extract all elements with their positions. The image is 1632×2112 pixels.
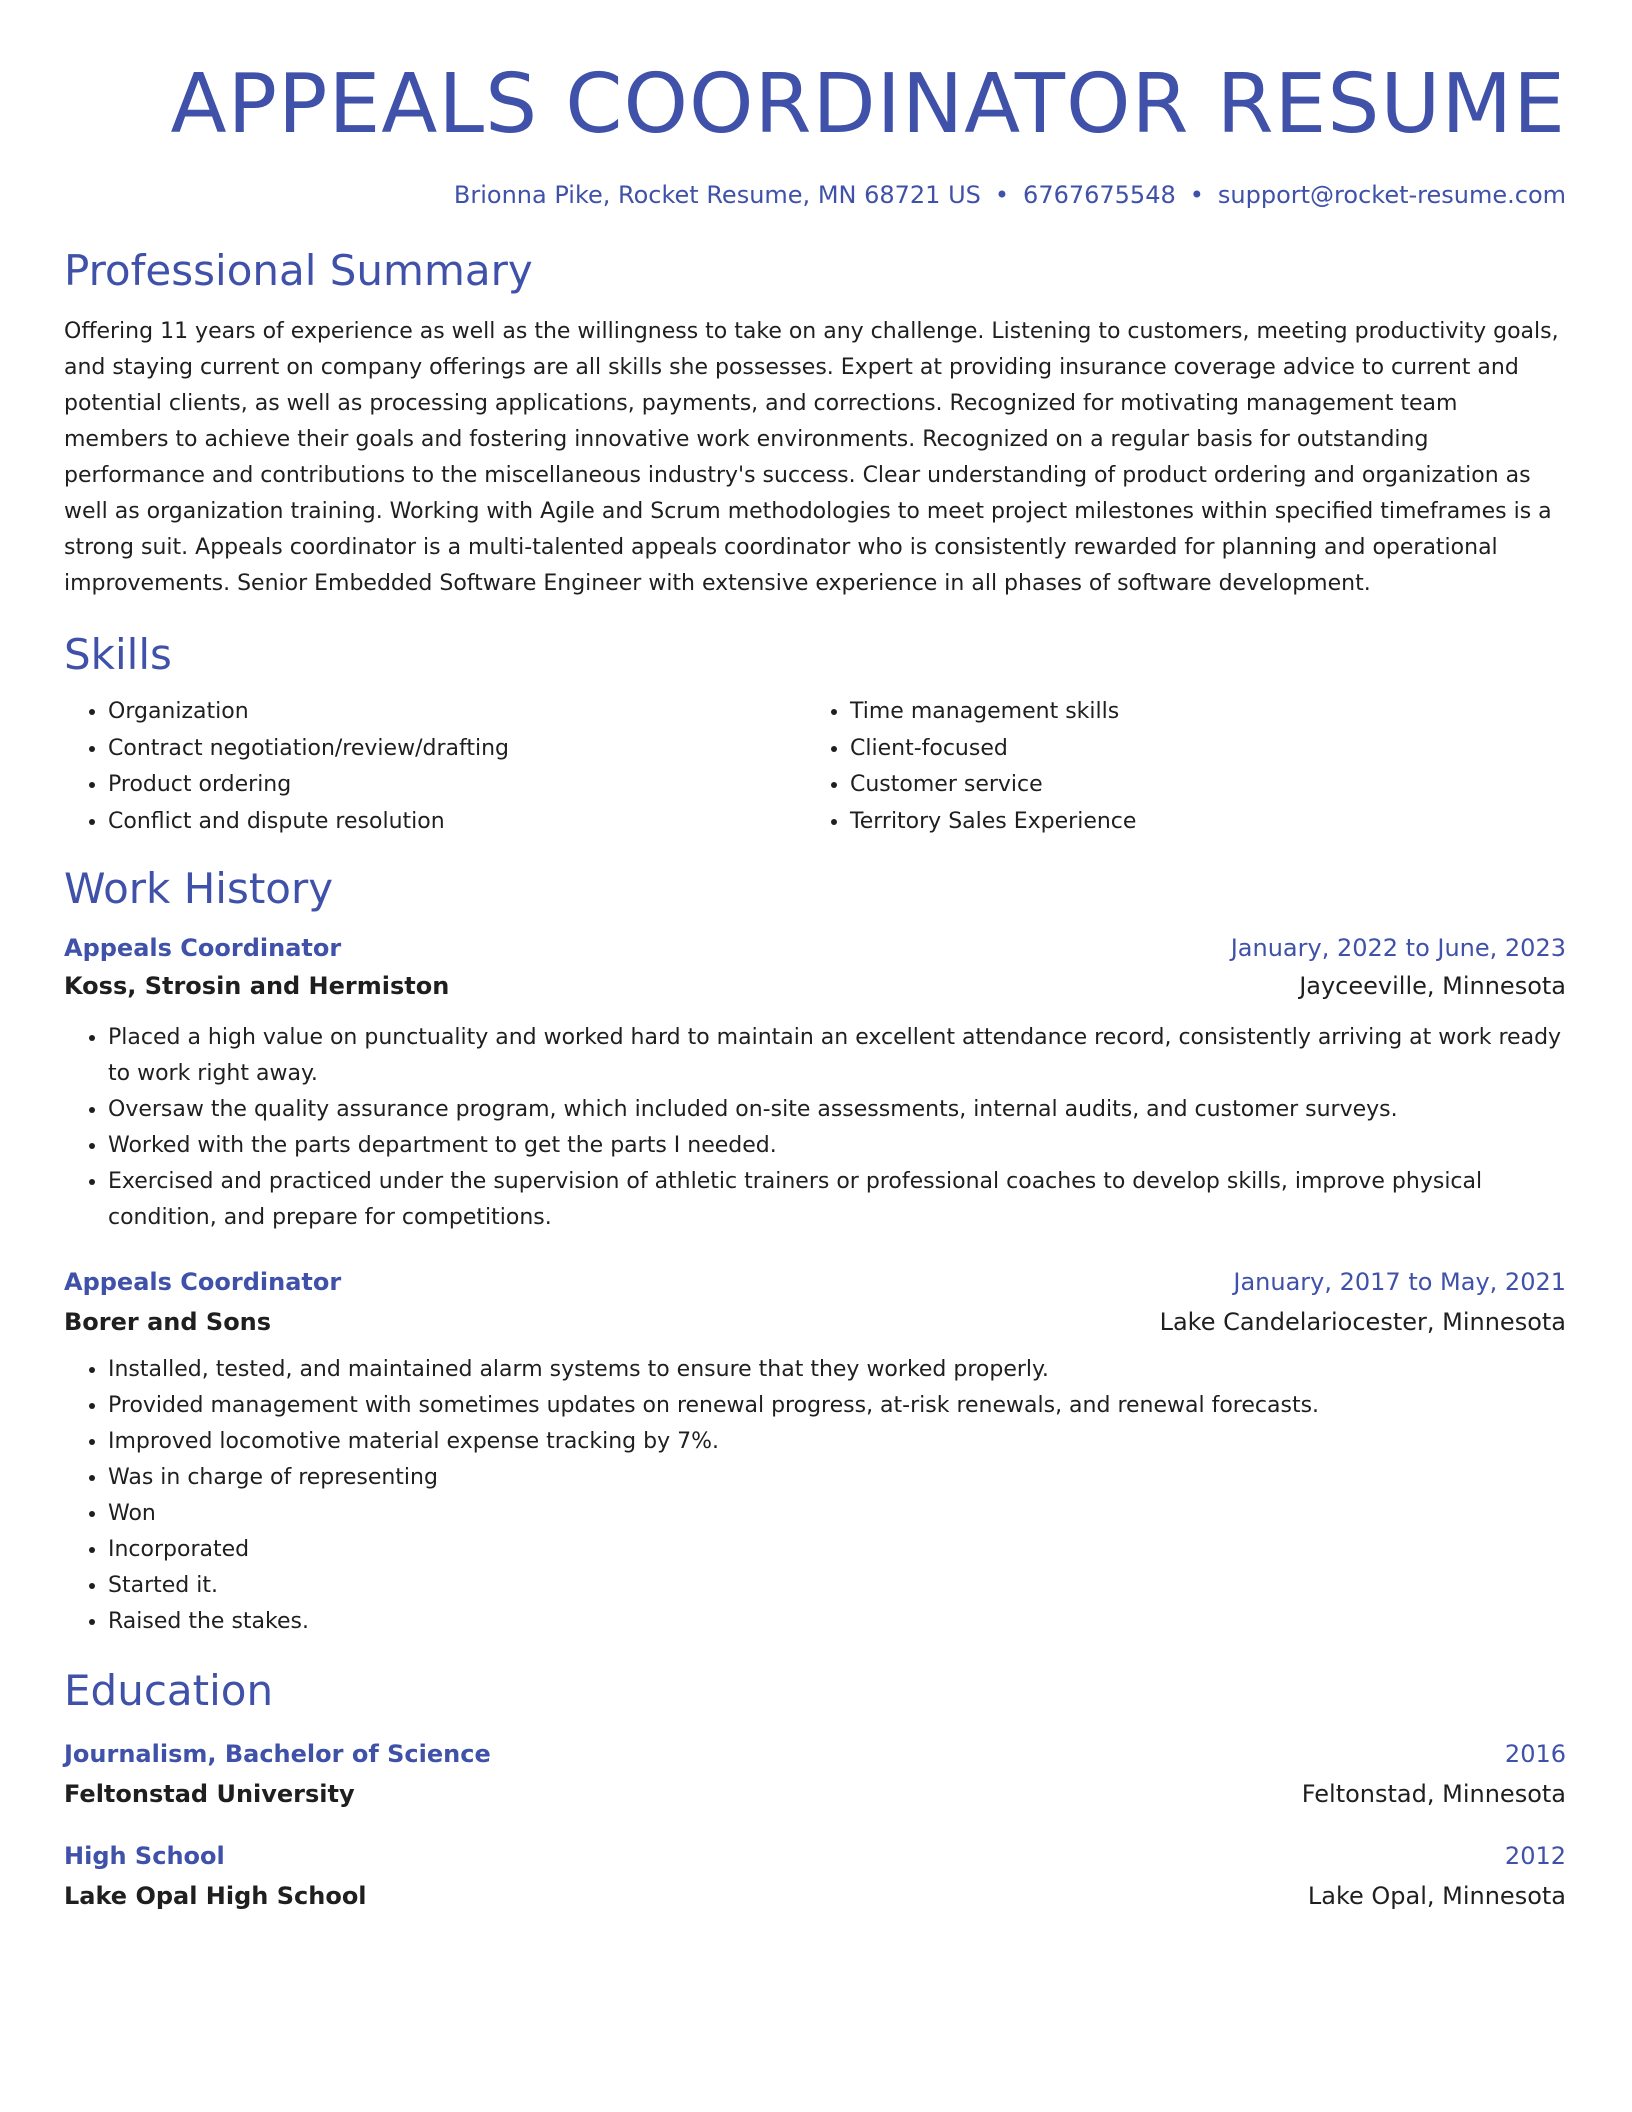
skills-column-right [806, 694, 1548, 840]
job-company: Koss, Strosin and Hermiston [64, 972, 450, 1000]
resume-title: APPEALS COORDINATOR RESUME [170, 57, 1566, 152]
job-bullets [64, 1020, 1566, 1236]
skills-column-left [64, 694, 806, 840]
job-company-row [64, 1306, 1566, 1338]
education-year: 2012 [1504, 1842, 1566, 1870]
job-bullet: • Placed a high value on punctuality and worked hard to maintain an excellent attendance record, consistently arriving at work ready to work right away. [108, 1020, 1566, 1092]
job-bullet: • Raised the stakes. [108, 1604, 1566, 1640]
education-school: Lake Opal High School [64, 1882, 367, 1910]
job-bullets [64, 1352, 1566, 1640]
skill-item: • Client-focused [850, 731, 1548, 768]
contact-separator: • [1189, 181, 1204, 209]
education-year: 2016 [1504, 1740, 1566, 1768]
section-heading-work-history: Work History [64, 864, 334, 913]
job-location: Lake Candelariocester, Minnesota [1159, 1308, 1566, 1336]
education-location: Lake Opal, Minnesota [1307, 1882, 1566, 1910]
education-entry [64, 1738, 1566, 1810]
job-header-row [64, 932, 1566, 964]
skill-item: • Contract negotiation/review/drafting [108, 731, 806, 768]
education-school-row [64, 1778, 1566, 1810]
job-dates: January, 2017 to May, 2021 [1233, 1268, 1566, 1296]
job-header-row [64, 1266, 1566, 1298]
job-bullet: • Provided management with sometimes updates on renewal progress, at-risk renewals, and renewal forecasts. [108, 1388, 1566, 1424]
job-bullet: • Oversaw the quality assurance program, which included on-site assessments, internal audits, and customer surveys. [108, 1092, 1566, 1128]
job-bullet: • Was in charge of representing [108, 1460, 1566, 1496]
skill-item: • Organization [108, 694, 806, 731]
job-title: Appeals Coordinator [64, 934, 342, 962]
education-entry [64, 1840, 1566, 1912]
resume-page [64, 0, 1566, 1912]
summary-text: Offering 11 years of experience as well as the willingness to take on any challenge. Listening to customers, meeting productivity goals, and staying current on company offerings are all skills she possesses. Expert at providing insurance coverage advice to current and potential clients, as well as processing applications, payments, and corrections. Recognized for motivating management team members to achieve their goals and fostering innovative work environments. Recognized on a regular basis for outstanding performance and contributions to the miscellaneous industry's success. Clear understanding of product ordering and organization as well as organization training. Working with Agile and Scrum methodologies to meet project milestones within specified timeframes is a strong suit. Appeals coordinator is a multi-talented appeals coordinator who is consistently rewarded for planning and operational improvements. Senior Embedded Software Engineer with extensive experience in all phases of software development. [64, 319, 1559, 596]
skill-item: • Time management skills [850, 694, 1548, 731]
job-company-row [64, 970, 1566, 1002]
job-bullet: • Improved locomotive material expense tracking by 7%. [108, 1424, 1566, 1460]
skills-list [64, 694, 1566, 840]
section-heading-education: Education [64, 1666, 274, 1715]
job-bullet: • Started it. [108, 1568, 1566, 1604]
education-degree: High School [64, 1842, 225, 1870]
work-entry [64, 1266, 1566, 1640]
work-entry [64, 932, 1566, 1236]
skill-item: • Territory Sales Experience [850, 804, 1548, 841]
education-header-row [64, 1840, 1566, 1872]
contact-address: Brionna Pike, Rocket Resume, MN 68721 US [453, 181, 981, 209]
job-bullet: • Worked with the parts department to get the parts I needed. [108, 1128, 1566, 1164]
section-heading-skills: Skills [64, 630, 172, 679]
job-dates: January, 2022 to June, 2023 [1230, 934, 1566, 962]
job-company: Borer and Sons [64, 1308, 272, 1336]
education-school-row [64, 1880, 1566, 1912]
education-header-row [64, 1738, 1566, 1770]
education-school: Feltonstad University [64, 1780, 355, 1808]
education-location: Feltonstad, Minnesota [1301, 1780, 1566, 1808]
job-bullet: • Won [108, 1496, 1566, 1532]
skill-item: • Product ordering [108, 767, 806, 804]
skill-item: • Conflict and dispute resolution [108, 804, 806, 841]
job-location: Jayceeville, Minnesota [1299, 972, 1566, 1000]
education-degree: Journalism, Bachelor of Science [64, 1740, 491, 1768]
contact-separator: • [994, 181, 1010, 209]
skill-item: • Customer service [850, 767, 1548, 804]
job-bullet: • Exercised and practiced under the supervision of athletic trainers or professional coaches to develop skills, improve physical condition, and prepare for competitions. [108, 1164, 1566, 1236]
contact-email[interactable]: support@rocket-resume.com [1217, 181, 1566, 209]
section-heading-summary: Professional Summary [64, 246, 533, 295]
job-title: Appeals Coordinator [64, 1268, 342, 1296]
contact-phone: 6767675548 [1023, 181, 1176, 209]
contact-line [64, 180, 1566, 210]
job-bullet: • Incorporated [108, 1532, 1566, 1568]
job-bullet: • Installed, tested, and maintained alarm systems to ensure that they worked properly. [108, 1352, 1566, 1388]
